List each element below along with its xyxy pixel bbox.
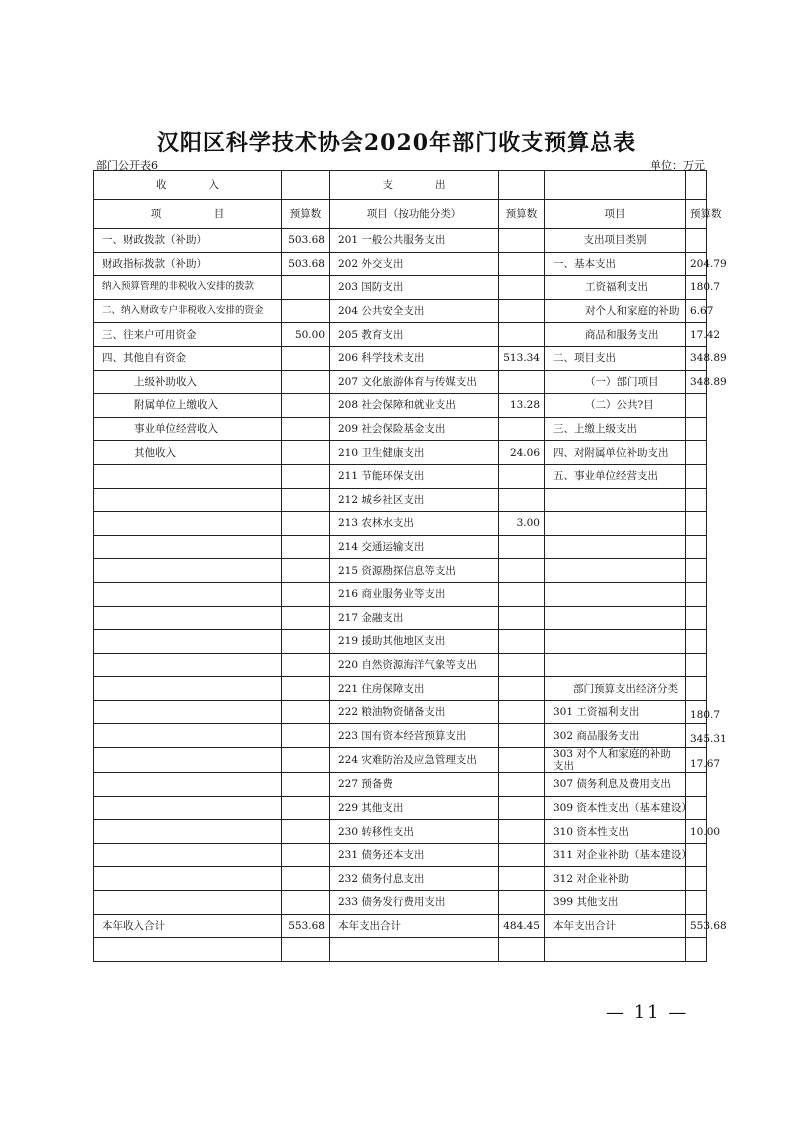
table-row [94, 891, 707, 915]
income-budget [282, 417, 330, 441]
expense-category-budget [686, 559, 707, 583]
income-budget [282, 820, 330, 844]
header-blank [545, 171, 686, 200]
expense-function-budget [499, 677, 545, 701]
expense-function-budget [499, 796, 545, 820]
income-budget [282, 441, 330, 465]
expense-category-item [545, 630, 686, 654]
unit-label: 单位：万元 [650, 159, 705, 172]
table-row [94, 394, 707, 418]
expense-category-item [545, 582, 686, 606]
expense-function-budget: 24.06 [499, 441, 545, 465]
expense-function-item: 233 债务发行费用支出 [330, 891, 499, 915]
expense-function-budget [499, 748, 545, 773]
expense-category-item: 四、对附属单位补助支出 [545, 441, 686, 465]
income-item: 其他收入 [94, 441, 282, 465]
table-row [94, 677, 707, 701]
expense-function-item: 212 城乡社区支出 [330, 488, 499, 512]
income-item [94, 820, 282, 844]
expense-function-item: 201 一般公共服务支出 [330, 229, 499, 253]
expense-category-budget: 6.67 [686, 299, 707, 323]
expense-category-budget [686, 441, 707, 465]
expense-function-budget [499, 606, 545, 630]
expense-function-budget [499, 559, 545, 583]
column-header-function-item: 项目（按功能分类） [330, 200, 499, 229]
expense-category-budget [686, 677, 707, 701]
income-budget [282, 748, 330, 773]
expense-category-budget [686, 653, 707, 677]
header-blank [686, 171, 707, 200]
table-row [94, 748, 707, 773]
income-budget [282, 724, 330, 748]
expense-function-budget [499, 370, 545, 394]
column-header-item: 项 目 [94, 200, 282, 229]
expense-function-item: 本年支出合计 [330, 914, 499, 938]
table-header-columns [94, 200, 707, 229]
expense-function-item: 222 粮油物资储备支出 [330, 700, 499, 724]
header-blank [282, 171, 330, 200]
expense-function-budget [499, 252, 545, 276]
table-row [94, 796, 707, 820]
expense-header: 支 出 [330, 171, 499, 200]
expense-category-item: 303 对个人和家庭的补助支出 [545, 748, 686, 773]
income-item: 四、其他自有资金 [94, 346, 282, 370]
expense-function-item: 209 社会保险基金支出 [330, 417, 499, 441]
expense-category-item [545, 559, 686, 583]
page-number: — 11 — [606, 1002, 689, 1023]
expense-function-item: 219 援助其他地区支出 [330, 630, 499, 654]
income-budget: 503.68 [282, 252, 330, 276]
expense-function-item: 206 科学技术支出 [330, 346, 499, 370]
expense-category-item: 309 资本性支出（基本建设） [545, 796, 686, 820]
expense-function-budget [499, 276, 545, 300]
income-budget [282, 559, 330, 583]
expense-function-item: 221 住房保障支出 [330, 677, 499, 701]
table-row [94, 559, 707, 583]
expense-category-budget: 180.7 [686, 700, 707, 724]
expense-category-budget [686, 582, 707, 606]
expense-function-budget [499, 464, 545, 488]
expense-category-budget [686, 488, 707, 512]
income-item [94, 559, 282, 583]
expense-function-item: 232 债务付息支出 [330, 867, 499, 891]
table-row [94, 346, 707, 370]
expense-category-item: 对个人和家庭的补助 [545, 299, 686, 323]
table-row [94, 867, 707, 891]
table-row [94, 938, 707, 962]
expense-category-budget [686, 394, 707, 418]
expense-category-item: （一）部门项目 [545, 370, 686, 394]
page-title: 汉阳区科学技术协会2020年部门收支预算总表 [156, 130, 637, 156]
income-budget: 50.00 [282, 323, 330, 347]
expense-category-budget: 10.00 [686, 820, 707, 844]
expense-category-item: （二）公共?目 [545, 394, 686, 418]
table-row [94, 724, 707, 748]
income-budget [282, 488, 330, 512]
income-budget [282, 535, 330, 559]
expense-function-budget [499, 535, 545, 559]
income-item [94, 535, 282, 559]
income-budget [282, 394, 330, 418]
expense-category-item: 310 资本性支出 [545, 820, 686, 844]
income-item [94, 464, 282, 488]
expense-function-item: 230 转移性支出 [330, 820, 499, 844]
income-budget [282, 843, 330, 867]
table-row [94, 229, 707, 253]
expense-category-budget [686, 606, 707, 630]
income-header: 收 入 [94, 171, 282, 200]
expense-category-item: 312 对企业补助 [545, 867, 686, 891]
table-row [94, 512, 707, 536]
expense-function-item: 205 教育支出 [330, 323, 499, 347]
expense-function-budget [499, 843, 545, 867]
expense-function-budget [499, 299, 545, 323]
expense-function-budget [499, 630, 545, 654]
expense-function-budget [499, 773, 545, 797]
expense-function-item: 231 债务还本支出 [330, 843, 499, 867]
expense-category-budget: 180.7 [686, 276, 707, 300]
expense-category-item: 399 其他支出 [545, 891, 686, 915]
income-budget [282, 938, 330, 962]
column-header-budget: 预算数 [499, 200, 545, 229]
expense-function-item: 216 商业服务业等支出 [330, 582, 499, 606]
expense-category-item: 302 商品服务支出 [545, 724, 686, 748]
expense-category-budget [686, 773, 707, 797]
expense-category-budget [686, 891, 707, 915]
table-row [94, 464, 707, 488]
expense-category-budget [686, 535, 707, 559]
expense-category-budget [686, 417, 707, 441]
expense-function-budget [499, 229, 545, 253]
expense-function-item: 223 国有资本经营预算支出 [330, 724, 499, 748]
income-item [94, 512, 282, 536]
income-item [94, 677, 282, 701]
expense-category-item [545, 653, 686, 677]
expense-function-budget [499, 938, 545, 962]
expense-category-budget [686, 867, 707, 891]
expense-function-item: 203 国防支出 [330, 276, 499, 300]
expense-function-budget [499, 820, 545, 844]
income-budget [282, 891, 330, 915]
expense-function-item: 211 节能环保支出 [330, 464, 499, 488]
expense-category-item [545, 606, 686, 630]
income-item [94, 796, 282, 820]
expense-category-budget: 345.31 [686, 724, 707, 748]
income-budget [282, 653, 330, 677]
income-item: 一、财政拨款（补助） [94, 229, 282, 253]
income-item [94, 748, 282, 773]
table-row [94, 299, 707, 323]
expense-function-budget: 484.45 [499, 914, 545, 938]
expense-function-item: 204 公共安全支出 [330, 299, 499, 323]
expense-category-item: 三、上缴上级支出 [545, 417, 686, 441]
income-item [94, 653, 282, 677]
income-item: 上级补助收入 [94, 370, 282, 394]
table-row [94, 417, 707, 441]
table-row [94, 820, 707, 844]
income-budget [282, 677, 330, 701]
expense-category-item: 部门预算支出经济分类 [545, 677, 686, 701]
income-budget: 553.68 [282, 914, 330, 938]
income-item: 财政指标拨款（补助） [94, 252, 282, 276]
expense-category-item: 311 对企业补助（基本建设） [545, 843, 686, 867]
expense-function-item: 224 灾难防治及应急管理支出 [330, 748, 499, 773]
expense-function-item: 217 金融支出 [330, 606, 499, 630]
expense-category-budget [686, 938, 707, 962]
income-item [94, 938, 282, 962]
income-item [94, 630, 282, 654]
income-item: 本年收入合计 [94, 914, 282, 938]
expense-function-item [330, 938, 499, 962]
expense-function-item: 207 文化旅游体育与传媒支出 [330, 370, 499, 394]
expense-category-budget [686, 229, 707, 253]
income-budget [282, 370, 330, 394]
income-item [94, 773, 282, 797]
expense-category-budget [686, 464, 707, 488]
expense-category-item: 五、事业单位经营支出 [545, 464, 686, 488]
expense-function-item: 220 自然资源海洋气象等支出 [330, 653, 499, 677]
expense-category-item: 支出项目类别 [545, 229, 686, 253]
expense-function-item: 213 农林水支出 [330, 512, 499, 536]
expense-function-budget: 513.34 [499, 346, 545, 370]
expense-function-budget: 13.28 [499, 394, 545, 418]
income-budget [282, 582, 330, 606]
expense-category-item [545, 535, 686, 559]
income-budget [282, 867, 330, 891]
income-budget [282, 773, 330, 797]
expense-category-budget: 204.79 [686, 252, 707, 276]
table-row [94, 323, 707, 347]
table-row [94, 441, 707, 465]
expense-category-budget [686, 512, 707, 536]
expense-category-item: 307 债务利息及费用支出 [545, 773, 686, 797]
expense-function-budget [499, 891, 545, 915]
table-body [94, 229, 727, 962]
expense-function-budget [499, 582, 545, 606]
expense-function-budget: 3.00 [499, 512, 545, 536]
income-item [94, 700, 282, 724]
table-row [94, 276, 707, 300]
income-item [94, 843, 282, 867]
expense-function-budget [499, 488, 545, 512]
expense-category-budget: 17.42 [686, 323, 707, 347]
header-blank [499, 171, 545, 200]
income-budget [282, 464, 330, 488]
expense-category-budget: 17.67 [686, 748, 707, 773]
table-row [94, 488, 707, 512]
income-item [94, 891, 282, 915]
income-item: 三、往来户可用资金 [94, 323, 282, 347]
income-item [94, 867, 282, 891]
expense-function-item: 227 预备费 [330, 773, 499, 797]
income-budget [282, 346, 330, 370]
table-row [94, 535, 707, 559]
table-row [94, 582, 707, 606]
income-item: 附属单位上缴收入 [94, 394, 282, 418]
table-row [94, 630, 707, 654]
income-budget: 503.68 [282, 229, 330, 253]
expense-function-item: 215 资源勘探信息等支出 [330, 559, 499, 583]
expense-category-item: 一、基本支出 [545, 252, 686, 276]
table-row [94, 773, 707, 797]
form-label: 部门公开表6 [96, 159, 158, 172]
expense-function-budget [499, 724, 545, 748]
income-budget [282, 276, 330, 300]
expense-category-budget: 348.89 [686, 370, 707, 394]
expense-category-item: 工资福利支出 [545, 276, 686, 300]
income-budget [282, 630, 330, 654]
expense-category-item: 商品和服务支出 [545, 323, 686, 347]
expense-function-item: 208 社会保障和就业支出 [330, 394, 499, 418]
expense-category-item: 本年支出合计 [545, 914, 686, 938]
expense-function-budget [499, 700, 545, 724]
income-item: 事业单位经营收入 [94, 417, 282, 441]
table-row [94, 252, 707, 276]
budget-summary-table [93, 170, 727, 962]
income-item: 纳入预算管理的非税收入安排的拨款 [94, 276, 282, 300]
table-header-group [94, 171, 707, 200]
income-item [94, 724, 282, 748]
table-row [94, 606, 707, 630]
expense-function-budget [499, 323, 545, 347]
table-row [94, 914, 707, 938]
income-item [94, 488, 282, 512]
column-header-budget: 预算数 [282, 200, 330, 229]
income-budget [282, 512, 330, 536]
expense-category-budget: 348.89 [686, 346, 707, 370]
expense-function-budget [499, 653, 545, 677]
column-header-item: 项目 [545, 200, 686, 229]
income-budget [282, 299, 330, 323]
expense-category-item [545, 488, 686, 512]
expense-category-item: 301 工资福利支出 [545, 700, 686, 724]
expense-function-item: 210 卫生健康支出 [330, 441, 499, 465]
expense-function-budget [499, 867, 545, 891]
column-header-budget: 预算数 [686, 200, 707, 229]
expense-category-budget: 553.68 [686, 914, 707, 938]
table-row [94, 843, 707, 867]
expense-function-item: 229 其他支出 [330, 796, 499, 820]
expense-category-budget [686, 630, 707, 654]
expense-function-item: 202 外交支出 [330, 252, 499, 276]
income-item [94, 582, 282, 606]
table-row [94, 653, 707, 677]
income-item: 二、纳入财政专户非税收入安排的资金 [94, 299, 282, 323]
expense-category-item [545, 512, 686, 536]
income-budget [282, 796, 330, 820]
income-budget [282, 606, 330, 630]
expense-function-budget [499, 417, 545, 441]
expense-category-item [545, 938, 686, 962]
expense-function-item: 214 交通运输支出 [330, 535, 499, 559]
income-budget [282, 700, 330, 724]
income-item [94, 606, 282, 630]
table-row [94, 370, 707, 394]
table-row [94, 700, 707, 724]
expense-category-item: 二、项目支出 [545, 346, 686, 370]
